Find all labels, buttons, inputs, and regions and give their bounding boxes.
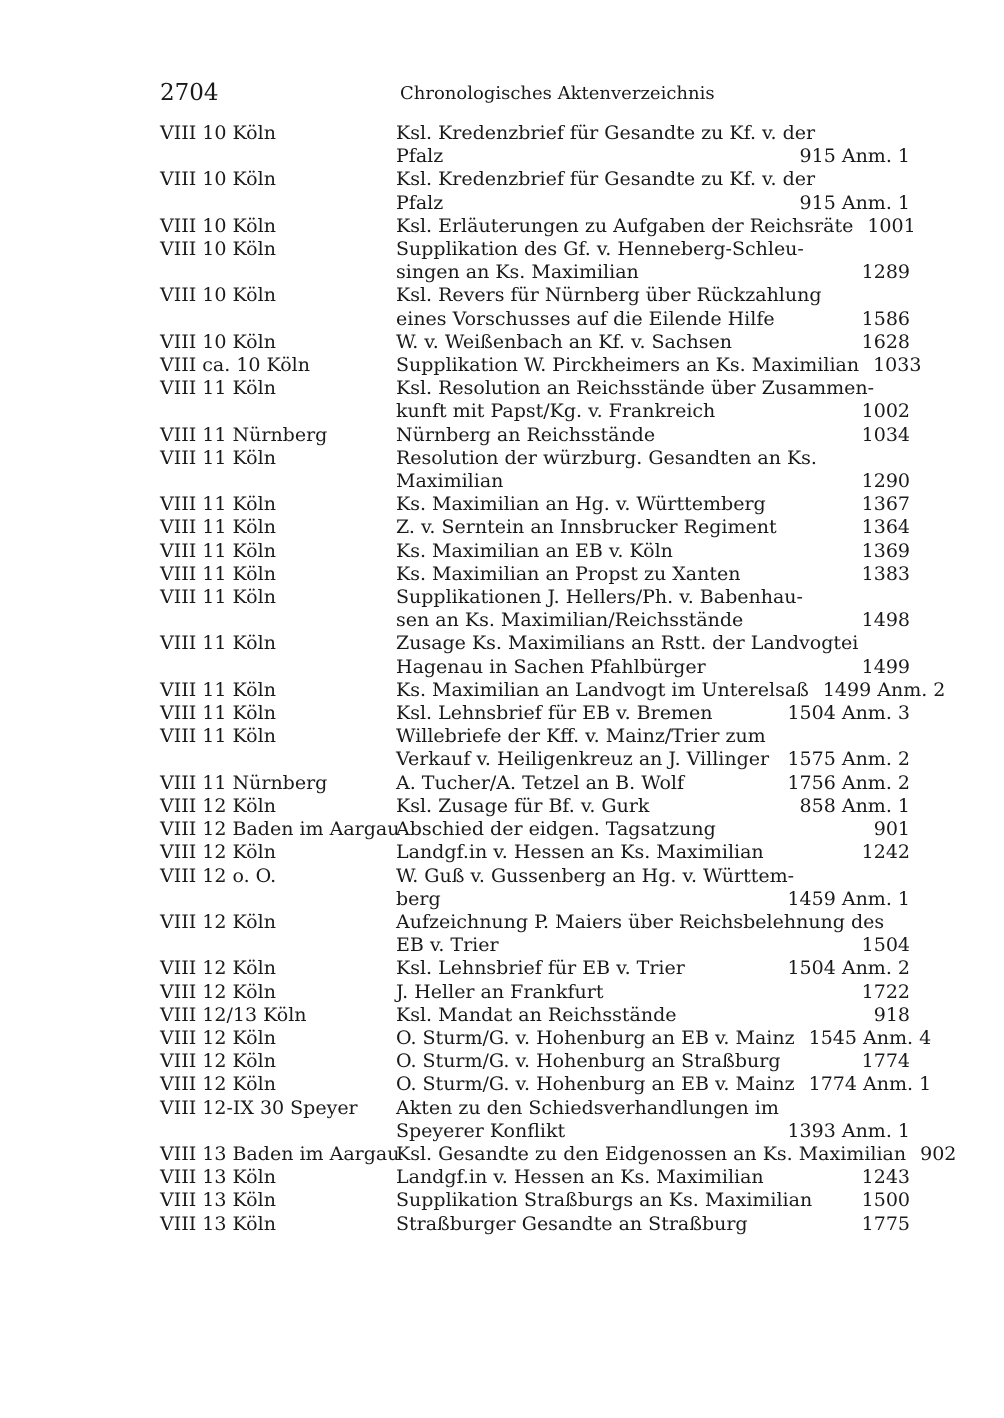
entry-description	[396, 586, 910, 632]
entry-date: VIII 11 Köln	[160, 725, 276, 748]
entry-reference: 1002	[861, 400, 910, 423]
entry-reference: 901	[873, 818, 910, 841]
entry-text: Ks. Maximilian an Hg. v. Württemberg	[396, 493, 766, 516]
entry-text: Akten zu den Schiedsverhandlungen im	[396, 1096, 779, 1119]
entry-description	[396, 215, 916, 238]
entry-description	[396, 168, 910, 214]
entry-line	[396, 1166, 910, 1189]
entry-text: Z. v. Serntein an Innsbrucker Regiment	[396, 516, 777, 539]
entry-date: VIII 12 Köln	[160, 841, 276, 864]
entry-date: VIII 11 Nürnberg	[160, 423, 328, 446]
entry-text: Ks. Maximilian an EB v. Köln	[396, 539, 673, 562]
entry-reference: 1722	[861, 980, 910, 1003]
entry-line	[396, 377, 910, 400]
entry-description	[396, 1073, 931, 1096]
entry-line	[396, 702, 910, 725]
entry-line	[396, 1120, 910, 1143]
entry-date: VIII 12 Köln	[160, 980, 276, 1003]
entry-date: VIII 11 Köln	[160, 539, 276, 562]
entry-line	[396, 1097, 910, 1120]
entry-description	[396, 516, 910, 539]
entry-row	[160, 540, 910, 563]
entry-line	[396, 865, 910, 888]
entry-date: VIII 11 Köln	[160, 632, 276, 655]
entry-line	[396, 586, 910, 609]
entry-row	[160, 331, 910, 354]
entry-date: VIII 11 Köln	[160, 493, 276, 516]
entry-text: Ksl. Resolution an Reichsstände über Zusammen-	[396, 377, 875, 400]
entry-row	[160, 1166, 910, 1189]
entry-text: sen an Ks. Maximilian/Reichsstände	[396, 609, 744, 632]
entry-reference: 902	[920, 1142, 957, 1165]
entry-description	[396, 1143, 956, 1166]
entry-date: VIII 10 Köln	[160, 122, 276, 144]
entry-reference: 1367	[861, 493, 910, 516]
entry-text: singen an Ks. Maximilian	[396, 261, 639, 284]
entry-text: Supplikationen J. Hellers/Ph. v. Babenhau-	[396, 586, 803, 609]
entry-date: VIII 11 Köln	[160, 586, 276, 609]
entry-text: Ksl. Gesandte zu den Eidgenossen an Ks. Maximilian	[396, 1142, 907, 1165]
entry-reference: 918	[873, 1003, 910, 1026]
entry-reference: 915 Anm. 1	[799, 145, 910, 168]
entry-description	[396, 957, 910, 980]
entry-line	[396, 563, 910, 586]
entry-reference: 1504 Anm. 2	[787, 957, 910, 980]
entry-description	[396, 424, 910, 447]
entry-line	[396, 1004, 910, 1027]
entry-reference: 1586	[861, 307, 910, 330]
entry-text: Ksl. Lehnsbrief für EB v. Trier	[396, 957, 685, 980]
entry-line	[396, 354, 921, 377]
entry-text: Ks. Maximilian an Propst zu Xanten	[396, 562, 741, 585]
entry-date: VIII 10 Köln	[160, 284, 276, 307]
entry-description	[396, 122, 910, 168]
entry-description	[396, 563, 910, 586]
entry-line	[396, 516, 910, 539]
entry-description	[396, 632, 910, 678]
page-header	[160, 80, 910, 106]
entry-date: VIII 10 Köln	[160, 330, 276, 353]
entry-description	[396, 238, 910, 284]
entry-line	[396, 493, 910, 516]
entry-line	[396, 795, 910, 818]
entry-date: VIII 10 Köln	[160, 214, 276, 237]
entry-date: VIII 13 Köln	[160, 1166, 276, 1189]
entry-date: VIII 12 Köln	[160, 957, 276, 980]
entry-row	[160, 238, 910, 284]
entry-description	[396, 377, 910, 423]
entry-reference: 1459 Anm. 1	[787, 887, 910, 910]
entry-row	[160, 702, 910, 725]
entry-description	[396, 1213, 910, 1236]
entry-line	[396, 261, 910, 284]
entry-description	[396, 1050, 910, 1073]
entry-reference: 1499 Anm. 2	[822, 678, 946, 701]
entry-reference: 1499	[861, 655, 910, 678]
entry-description	[396, 284, 910, 330]
entry-row	[160, 586, 910, 632]
entry-reference: 1504 Anm. 3	[787, 702, 910, 725]
entry-date: VIII 11 Köln	[160, 678, 276, 701]
entry-line	[396, 1027, 931, 1050]
entry-reference: 1001	[867, 214, 916, 237]
entry-row	[160, 795, 910, 818]
entry-date: VIII 10 Köln	[160, 238, 276, 261]
entry-description	[396, 795, 910, 818]
entry-line	[396, 238, 910, 261]
entry-row	[160, 516, 910, 539]
entry-line	[396, 1213, 910, 1236]
entry-description	[396, 981, 910, 1004]
entry-row	[160, 1050, 910, 1073]
entry-row	[160, 818, 910, 841]
entry-line	[396, 168, 910, 191]
entry-date: VIII 12 Baden im Aargau	[160, 818, 400, 841]
entry-text: Zusage Ks. Maximilians an Rstt. der Landvogtei	[396, 632, 859, 655]
entry-reference: 1545 Anm. 4	[808, 1026, 932, 1049]
entry-line	[396, 888, 910, 911]
entry-row	[160, 957, 910, 980]
entry-description	[396, 354, 921, 377]
entry-date: VIII 10 Köln	[160, 168, 276, 191]
entry-text: Pfalz	[396, 191, 444, 214]
entry-row	[160, 354, 922, 377]
entry-reference: 1034	[861, 423, 910, 446]
entry-text: Straßburger Gesandte an Straßburg	[396, 1212, 748, 1235]
entry-row	[160, 377, 910, 423]
entry-row	[160, 1097, 910, 1143]
entry-text: Ksl. Erläuterungen zu Aufgaben der Reichsräte	[396, 214, 854, 237]
entry-text: Abschied der eidgen. Tagsatzung	[396, 818, 716, 841]
entry-line	[396, 122, 910, 145]
entry-row	[160, 1213, 910, 1236]
entry-line	[396, 192, 910, 215]
entry-text: Resolution der würzburg. Gesandten an Ks.	[396, 446, 817, 469]
entry-row	[160, 841, 910, 864]
entry-text: Willebriefe der Kff. v. Mainz/Trier zum	[396, 725, 766, 748]
entry-reference: 1364	[861, 516, 910, 539]
entry-text: Supplikation W. Pirckheimers an Ks. Maximilian	[396, 354, 860, 377]
entry-date: VIII 11 Köln	[160, 516, 276, 539]
entry-text: Landgf.in v. Hessen an Ks. Maximilian	[396, 1166, 764, 1189]
entry-date: VIII 12 Köln	[160, 1073, 276, 1096]
entry-row	[160, 1026, 932, 1050]
entry-reference: 915 Anm. 1	[799, 191, 910, 214]
entry-row	[160, 122, 910, 168]
entry-row	[160, 1189, 910, 1212]
entry-row	[160, 981, 910, 1004]
entry-description	[396, 1166, 910, 1189]
entry-description	[396, 1097, 910, 1143]
entry-text: berg	[396, 887, 441, 910]
entry-text: Verkauf v. Heiligenkreuz an J. Villinger	[396, 748, 770, 771]
entry-date: VIII 11 Köln	[160, 446, 276, 469]
entry-text: Aufzeichnung P. Maiers über Reichsbelehnung des	[396, 910, 885, 933]
entry-text: Ksl. Revers für Nürnberg über Rückzahlung	[396, 284, 822, 307]
entry-text: J. Heller an Frankfurt	[396, 980, 604, 1003]
entry-reference: 1774	[861, 1050, 910, 1073]
entry-line	[396, 818, 910, 841]
entry-description	[396, 1027, 931, 1050]
entry-date: VIII ca. 10 Köln	[160, 354, 310, 377]
entry-row	[160, 1142, 957, 1166]
entry-reference: 1242	[861, 841, 910, 864]
entry-row	[160, 1004, 910, 1027]
entry-text: Nürnberg an Reichsstände	[396, 423, 656, 446]
entry-line	[396, 957, 910, 980]
entry-line	[396, 1143, 956, 1166]
entry-line	[396, 934, 910, 957]
entry-date: VIII 11 Köln	[160, 702, 276, 725]
entry-description	[396, 1189, 910, 1212]
entry-text: W. v. Weißenbach an Kf. v. Sachsen	[396, 330, 732, 353]
entry-reference: 1498	[861, 609, 910, 632]
entry-text: Supplikation des Gf. v. Henneberg-Schleu-	[396, 238, 804, 261]
entry-description	[396, 911, 910, 957]
entry-line	[396, 400, 910, 423]
entry-text: eines Vorschusses auf die Eilende Hilfe	[396, 307, 775, 330]
entry-line	[396, 911, 910, 934]
entry-description	[396, 493, 910, 516]
entry-date: VIII 13 Köln	[160, 1189, 276, 1212]
entry-row	[160, 772, 910, 795]
entry-line	[396, 447, 910, 470]
entry-text: Pfalz	[396, 145, 444, 168]
entry-reference: 1243	[861, 1166, 910, 1189]
entry-line	[396, 284, 910, 307]
entry-line	[396, 470, 910, 493]
entry-text: Ksl. Kredenzbrief für Gesandte zu Kf. v. der	[396, 168, 816, 191]
entry-text: EB v. Trier	[396, 934, 499, 957]
entry-reference: 1369	[861, 539, 910, 562]
entry-text: O. Sturm/G. v. Hohenburg an Straßburg	[396, 1050, 781, 1073]
entry-description	[396, 702, 910, 725]
entry-line	[396, 424, 910, 447]
entry-row	[160, 1073, 932, 1096]
entry-description	[396, 679, 945, 702]
entry-line	[396, 632, 910, 655]
entry-text: O. Sturm/G. v. Hohenburg an EB v. Mainz	[396, 1026, 795, 1049]
entry-date: VIII 11 Köln	[160, 377, 276, 400]
entry-reference: 1504	[861, 934, 910, 957]
entry-description	[396, 725, 910, 771]
entry-text: Ksl. Lehnsbrief für EB v. Bremen	[396, 702, 713, 725]
entry-row	[160, 563, 910, 586]
entry-date: VIII 12-IX 30 Speyer	[160, 1096, 358, 1119]
entry-row	[160, 725, 910, 771]
entry-line	[396, 1189, 910, 1212]
entry-text: W. Guß v. Gussenberg an Hg. v. Württem-	[396, 864, 795, 887]
entry-text: kunft mit Papst/Kg. v. Frankreich	[396, 400, 716, 423]
entry-reference: 1774 Anm. 1	[808, 1073, 932, 1096]
entry-line	[396, 609, 910, 632]
entry-text: Speyerer Konflikt	[396, 1119, 566, 1142]
entry-date: VIII 12 Köln	[160, 1050, 276, 1073]
entry-reference: 1290	[861, 470, 910, 493]
entry-description	[396, 865, 910, 911]
entry-date: VIII 13 Baden im Aargau	[160, 1142, 400, 1165]
entry-list	[160, 122, 957, 1236]
entry-line	[396, 841, 910, 864]
entry-reference: 1756 Anm. 2	[787, 771, 910, 794]
entry-date: VIII 12 Köln	[160, 794, 276, 817]
entry-date: VIII 11 Nürnberg	[160, 771, 328, 794]
entry-line	[396, 725, 910, 748]
entry-text: A. Tucher/A. Tetzel an B. Wolf	[396, 771, 684, 794]
entry-row	[160, 424, 910, 447]
entry-row	[160, 447, 910, 493]
entry-text: Ksl. Zusage für Bf. v. Gurk	[396, 794, 650, 817]
entry-reference: 858 Anm. 1	[799, 794, 910, 817]
entry-reference: 1033	[873, 354, 922, 377]
entry-description	[396, 447, 910, 493]
entry-text: O. Sturm/G. v. Hohenburg an EB v. Mainz	[396, 1073, 795, 1096]
entry-reference: 1775	[861, 1212, 910, 1235]
entry-reference: 1383	[861, 562, 910, 585]
page-number: 2704	[160, 80, 219, 106]
entry-description	[396, 1004, 910, 1027]
entry-row	[160, 865, 910, 911]
entry-description	[396, 331, 910, 354]
entry-line	[396, 679, 945, 702]
entry-row	[160, 493, 910, 516]
entry-row	[160, 284, 910, 330]
entry-reference: 1393 Anm. 1	[787, 1119, 910, 1142]
entry-line	[396, 540, 910, 563]
entry-date: VIII 12 Köln	[160, 910, 276, 933]
entry-description	[396, 540, 910, 563]
entry-row	[160, 678, 946, 702]
entry-date: VIII 13 Köln	[160, 1212, 276, 1235]
entry-line	[396, 1073, 931, 1096]
entry-line	[396, 308, 910, 331]
entry-line	[396, 981, 910, 1004]
entry-text: Landgf.in v. Hessen an Ks. Maximilian	[396, 841, 764, 864]
entry-reference: 1289	[861, 261, 910, 284]
entry-description	[396, 818, 910, 841]
entry-row	[160, 214, 916, 238]
entry-text: Ksl. Mandat an Reichsstände	[396, 1003, 677, 1026]
entry-date: VIII 12 o. O.	[160, 864, 277, 887]
entry-text: Maximilian	[396, 470, 504, 493]
entry-text: Ks. Maximilian an Landvogt im Unterelsaß	[396, 678, 809, 701]
entry-line	[396, 748, 910, 771]
entry-line	[396, 331, 910, 354]
entry-reference: 1575 Anm. 2	[787, 748, 910, 771]
entry-text: Ksl. Kredenzbrief für Gesandte zu Kf. v. der	[396, 122, 816, 144]
entry-line	[396, 215, 916, 238]
entry-line	[396, 772, 910, 795]
entry-row	[160, 632, 910, 678]
entry-line	[396, 145, 910, 168]
entry-date: VIII 11 Köln	[160, 562, 276, 585]
running-title: Chronologisches Aktenverzeichnis	[400, 83, 715, 104]
entry-date: VIII 12 Köln	[160, 1026, 276, 1049]
entry-description	[396, 772, 910, 795]
entry-reference: 1500	[861, 1189, 910, 1212]
entry-line	[396, 1050, 910, 1073]
entry-description	[396, 841, 910, 864]
entry-row	[160, 911, 910, 957]
entry-date: VIII 12/13 Köln	[160, 1003, 307, 1026]
entry-line	[396, 656, 910, 679]
entry-reference: 1628	[861, 330, 910, 353]
entry-text: Hagenau in Sachen Pfahlbürger	[396, 655, 706, 678]
entry-text: Supplikation Straßburgs an Ks. Maximilian	[396, 1189, 813, 1212]
entry-row	[160, 168, 910, 214]
